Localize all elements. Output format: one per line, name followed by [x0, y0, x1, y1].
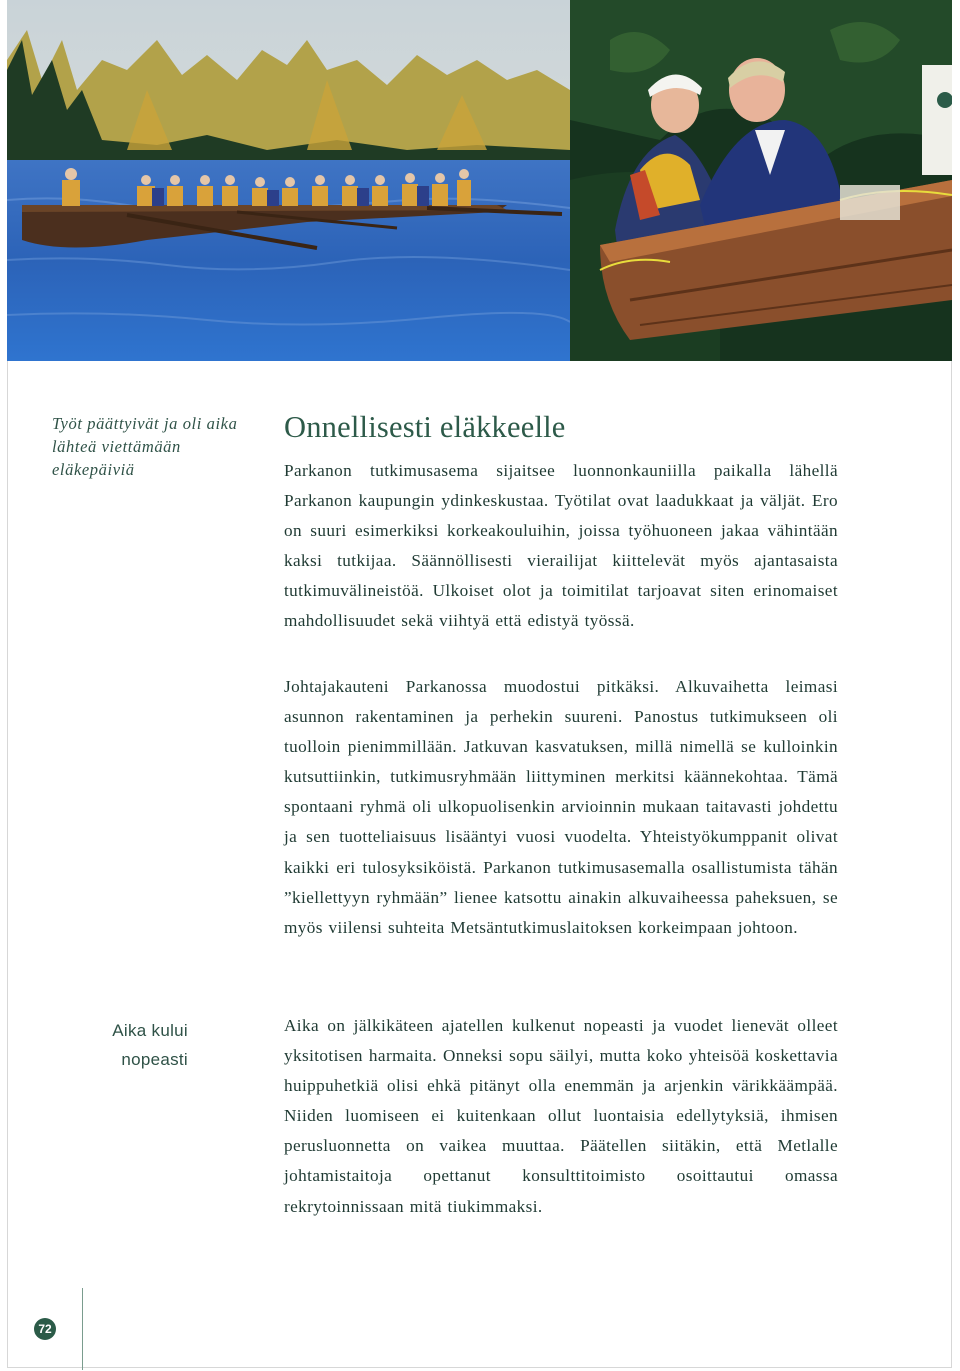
page-number-badge: 72	[34, 1318, 56, 1340]
rowing-boats-photo	[7, 0, 570, 361]
subheading-line-2: nopeasti	[121, 1050, 188, 1069]
footer-divider	[82, 1288, 83, 1370]
section-subheading	[60, 1016, 188, 1074]
article-paragraph-1: Parkanon tutkimusasema sijaitsee luonnonkauniilla paikalla lähellä Parkanon kaupungin ydinkeskustaa. Työtilat ovat laadukkaat ja väljät. Ero on suuri esimerkiksi korkeakouluihin, joissa työhuoneen jakaa vähintään kaksi tutkijaa. Säännöllisesti vierailijat kiittelevät myös ajantasaista tutkimuvälineistöä. Ulkoiset olot ja toimitilat tarjoavat siten erinomaiset mahdollisuudet sekä viihtyä että edistyä työssä.	[284, 461, 838, 631]
sidebar-tagline: Työt päättyivät ja oli aika lähteä viettämään eläkepäiviä	[52, 414, 238, 479]
couple-in-boat-photo	[570, 0, 952, 361]
article-paragraph-2: Johtajakauteni Parkanossa muodostui pitkäksi. Alkuvaihetta leimasi asunnon rakentaminen ja perhekin suureni. Panostus tutkimukseen oli tuolloin pienimmillään. Jatkuvan kasvatuksen, millä nimellä se kulloinkin kutsuttiinkin, tutkimusryhmään liittyminen merkitsi käännekohtaa. Tämä spontaani ryhmä oli ulkopuolisenkin arvioinnin mukaan taitavasti johdettu ja sen tuotteliaisuus lisääntyi vuosi vuodelta. Yhteistyökumppanit olivat kaikki eri tulosyksiköistä. Parkanon tutkimusasemalla osallistumista tähän ”kiellettyyn ryhmään” lienee katsottu ainakin alkuvaiheessa paheksuen, se myös viilensi suhteita Metsäntutkimuslaitoksen korkeimpaan johtoon.	[284, 677, 838, 937]
article-paragraph-3: Aika on jälkikäteen ajatellen kulkenut nopeasti ja vuodet lienevät olleet yksitotisen harmaita. Onneksi sopu säilyi, mutta koko yhteisöä koskettavia huippuhetkiä olisi ehkä pitänyt olla enemmän ja arjenkin värikkäämpää. Niiden luomiseen ei kuitenkaan ollut luontaisia edellytyksiä, ihmisen perusluonnetta on vaikea muuttaa. Päätellen siitäkin, että Metlalle johtamistaitoja opettanut konsulttitoimisto osoittautui omassa rekrytoinnissaan mitä tiukimmaksi.	[284, 1016, 838, 1216]
subheading-line-1: Aika kului	[112, 1021, 188, 1040]
article-main	[284, 408, 838, 637]
article-title: Onnellisesti eläkkeelle	[284, 410, 566, 444]
